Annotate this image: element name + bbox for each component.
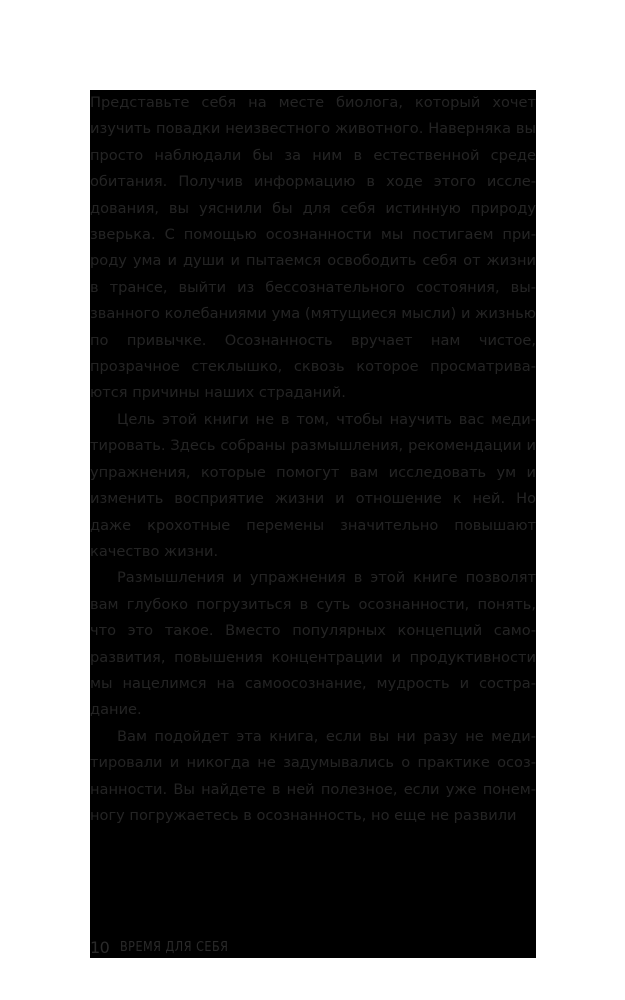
book-page [90,90,536,958]
paragraph-2: Цель этой книги не в том, чтобы научить вас медитировать. Здесь собраны размышления, рекомендации и упражнения, которые помогут вам исследовать ум и изменить восприятие жизни и отношение к ней. Но даже крохотные перемены значительно повышают качество жизни. [90,410,536,560]
page-number: 10 [90,938,110,957]
paragraph-1: Представьте себя на месте биолога, который хочет изучить повадки неизвестного животного. Наверняка вы просто наблюдали бы за ним в естественной среде обитания. Получив информацию в ходе этого исследования, вы уяснили бы для себя истинную природу зверька. С помощью осознанности мы постигаем природу ума и души и пытаемся освободить себя от жизни в трансе, выйти из бессознательного состояния, вызванного колебаниями ума (мятущиеся мысли) и жизнью по привычке. Осознанность вручает нам чистое, прозрачное стеклышко, сквозь которое просматриваются причины наших страданий. [90,94,536,402]
paragraph-4: Вам подойдет эта книга, если вы ни разу не медитировали и никогда не задумывались о практике осознанности. Вы найдете в ней полезное, если уже понемногу погружаетесь в осознанность, но еще не развили [90,727,536,824]
page-footer [90,936,536,958]
paragraph-3: Размышления и упражнения в этой книге позволят вам глубоко погрузиться в суть осознанности, понять, что это такое. Вместо популярных концепций саморазвития, повышения концентрации и продуктивности мы нацелимся на самоосознание, мудрость и сострадание. [90,569,536,719]
body-text [90,90,536,829]
running-title: ВРЕМЯ ДЛЯ СЕБЯ [120,940,229,955]
